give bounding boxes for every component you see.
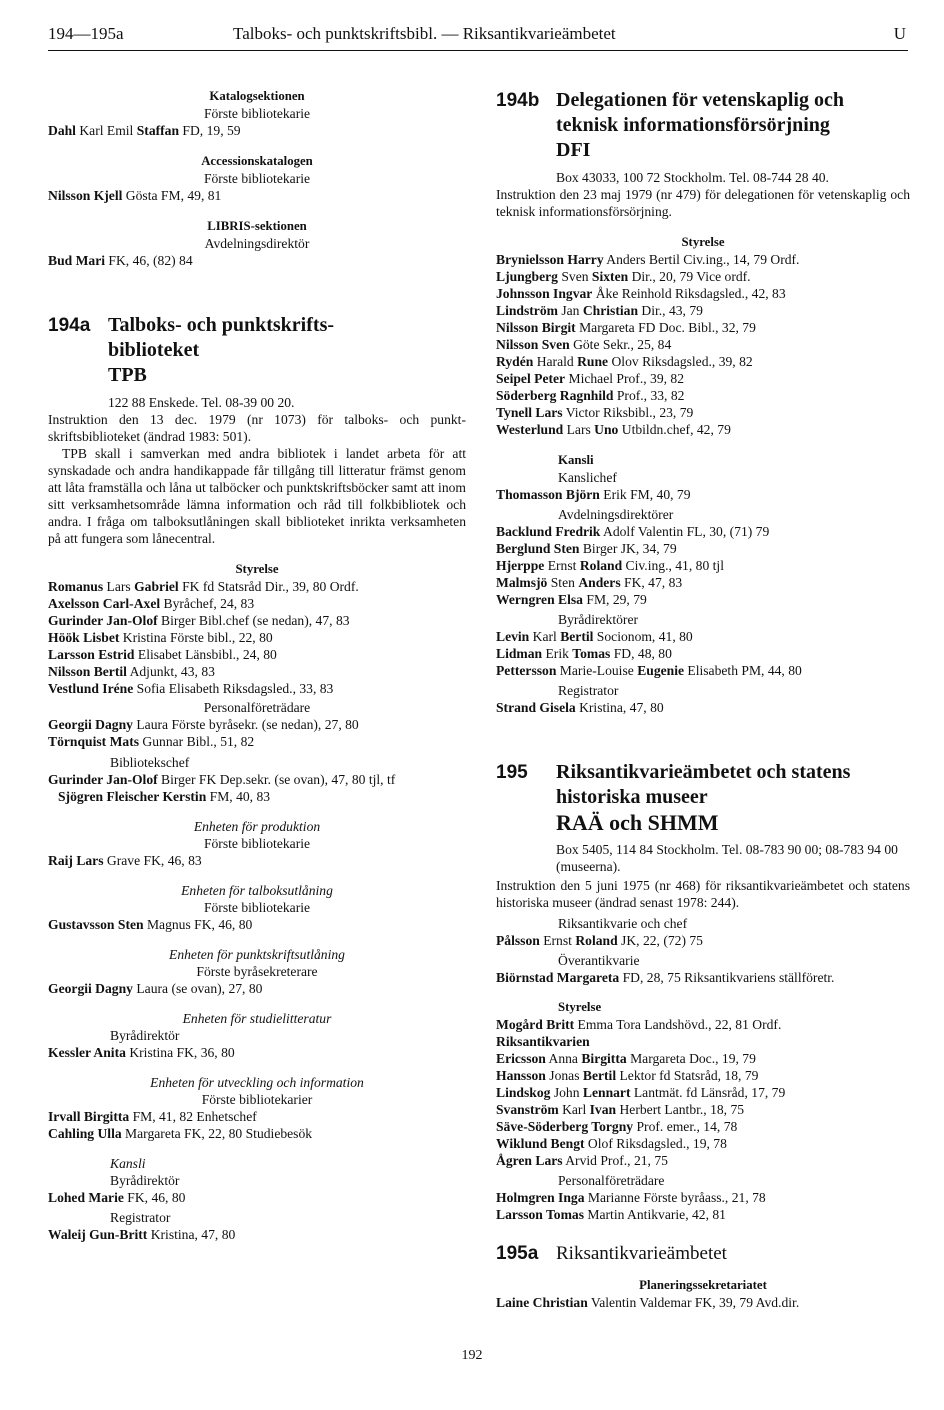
address: Box 5405, 114 84 Stockholm. Tel. 08-783 90 00; 08-783 94 00 (museerna).	[556, 842, 898, 874]
entry: Laine Christian Valentin Valdemar FK, 39, 79 Avd.dir.	[496, 1295, 800, 1310]
entry: Waleij Gun-Britt Kristina, 47, 80	[48, 1227, 236, 1242]
entry: Törnquist Mats Gunnar Bibl., 51, 82	[48, 734, 255, 749]
prod-heading: Enheten för produktion	[193, 819, 321, 834]
entry: Ågren Lars Arvid Prof., 21, 75	[496, 1153, 668, 1168]
kansli-role-1: Byrådirektör	[110, 1173, 180, 1188]
section-number: 194a	[48, 315, 91, 336]
personal-role: Personalföreträdare	[558, 1173, 665, 1188]
section-title-1: Delegationen för vetenskaplig och	[556, 89, 844, 111]
entry: Ljungberg Sven Sixten Dir., 20, 79 Vice ordf.	[496, 269, 751, 284]
entry: Mogård Britt Emma Tora Landshövd., 22, 81 Ordf.	[496, 1017, 782, 1032]
studie-role: Byrådirektör	[110, 1028, 180, 1043]
kansli-heading: Kansli	[558, 453, 594, 467]
address: Box 43033, 100 72 Stockholm. Tel. 08-744 28 40.	[556, 170, 829, 185]
punkt-heading: Enheten för punktskriftsutlåning	[169, 947, 345, 962]
katalog-heading: Katalogsektionen	[209, 89, 305, 103]
entry: Thomasson Björn Erik FM, 40, 79	[496, 487, 691, 502]
entry: Romanus Lars Gabriel FK fd Statsråd Dir., 39, 80 Ordf.	[48, 579, 359, 594]
header-letter: U	[893, 24, 906, 43]
entry: Georgii Dagny Laura Förste byråsekr. (se nedan), 27, 80	[48, 717, 359, 732]
chef-role: Riksantikvarie och chef	[558, 916, 688, 931]
entry: Westerlund Lars Uno Utbildn.chef, 42, 79	[496, 422, 731, 437]
entry: Georgii Dagny Laura (se ovan), 27, 80	[48, 981, 263, 996]
kansli-role-2: Registrator	[110, 1210, 171, 1225]
section-195a	[496, 1241, 910, 1267]
right-column	[496, 88, 910, 1311]
entry: Irvall Birgitta FM, 41, 82 Enhetschef	[48, 1109, 257, 1124]
left-column	[48, 88, 466, 1243]
entry: Hansson Jonas Bertil Lektor fd Statsråd, 18, 79	[496, 1068, 759, 1083]
styrelse2-heading: Styrelse	[558, 1000, 602, 1014]
section-title-1: Talboks- och punktskrifts-	[108, 314, 335, 336]
entry: Tynell Lars Victor Riksbibl., 23, 79	[496, 405, 694, 420]
entry: Pålsson Ernst Roland JK, 22, (72) 75	[496, 933, 703, 948]
section-194b	[496, 88, 910, 163]
entry: Axelsson Carl-Axel Byråchef, 24, 83	[48, 596, 255, 611]
entry: Malmsjö Sten Anders FK, 47, 83	[496, 575, 683, 590]
entry: Seipel Peter Michael Prof., 39, 82	[496, 371, 685, 386]
access-role: Förste bibliotekarie	[203, 171, 311, 186]
header-rule	[48, 50, 908, 51]
entry: Werngren Elsa FM, 29, 79	[496, 592, 647, 607]
entry: Larsson Estrid Elisabet Länsbibl., 24, 80	[48, 647, 277, 662]
header-title: Talboks- och punktskriftsbibl. — Riksantikvarieämbetet	[233, 24, 616, 43]
prod-role: Förste bibliotekarie	[203, 836, 311, 851]
entry: Brynielsson Harry Anders Bertil Civ.ing., 14, 79 Ordf.	[496, 252, 800, 267]
section-title-1: Riksantikvarieämbetet och statens	[556, 761, 851, 783]
section-number: 195	[496, 762, 528, 783]
kansli-role-1: Kanslichef	[558, 470, 617, 485]
entry: Ericsson Anna Birgitta Margareta Doc., 19, 79	[496, 1051, 756, 1066]
entry: Wiklund Bengt Olof Riksdagsled., 19, 78	[496, 1136, 727, 1151]
entry: Raij Lars Grave FK, 46, 83	[48, 853, 202, 868]
entry: Nilsson Birgit Margareta FD Doc. Bibl., 32, 79	[496, 320, 756, 335]
overantikvarie-role: Överantikvarie	[558, 953, 640, 968]
entry: Gurinder Jan-Olof Birger FK Dep.sekr. (se ovan), 47, 80 tjl, tf	[48, 772, 396, 787]
kansli-role-2: Avdelningsdirektörer	[558, 507, 674, 522]
entry: Levin Karl Bertil Socionom, 41, 80	[496, 629, 693, 644]
entry: Cahling Ulla Margareta FK, 22, 80 Studiebesök	[48, 1126, 313, 1141]
description: TPB skall i samverkan med andra bibliotek i landet arbeta för att synskadade och andra handikappade får tillgång till litteratur främst genom att låta framställa och låna ut talböcker och punktskriftsböcker samt att inom sitt verksamhetsområde lämna information och råd till folkbibliotek och andra. I fråga om talboksutlåningen skall biblioteket inrikta verksamheten på att fungera som lånecentral.	[48, 446, 466, 546]
section-abbrev: RAÄ och SHMM	[556, 810, 719, 835]
entry: Lindström Jan Christian Dir., 43, 79	[496, 303, 703, 318]
entry: Vestlund Iréne Sofia Elisabeth Riksdagsled., 33, 83	[48, 681, 334, 696]
section-number: 195a	[496, 1243, 539, 1264]
entry: Nilsson Kjell Gösta FM, 49, 81	[48, 188, 222, 203]
entry: Dahl Karl Emil Staffan FD, 19, 59	[48, 123, 241, 138]
header-pages: 194—195a	[48, 24, 124, 43]
instruction: Instruktion den 23 maj 1979 (nr 479) för delegationen för vetenskaplig och teknisk informationsförsörjning.	[496, 187, 910, 219]
styrelse-heading: Styrelse	[235, 562, 279, 576]
entry: Höök Lisbet Kristina Förste bibl., 22, 80	[48, 630, 273, 645]
entry: Bud Mari FK, 46, (82) 84	[48, 253, 193, 268]
section-abbrev: DFI	[556, 139, 591, 161]
entry: Berglund Sten Birger JK, 34, 79	[496, 541, 677, 556]
entry: Kessler Anita Kristina FK, 36, 80	[48, 1045, 235, 1060]
entry: Johnsson Ingvar Åke Reinhold Riksdagsled., 42, 83	[496, 286, 786, 301]
address: 122 88 Enskede. Tel. 08-39 00 20.	[108, 395, 295, 410]
utv-role: Förste bibliotekarier	[201, 1092, 313, 1107]
kansli-role-3: Byrådirektörer	[558, 612, 639, 627]
entry: Söderberg Ragnhild Prof., 33, 82	[496, 388, 685, 403]
utv-heading: Enheten för utveckling och information	[150, 1075, 364, 1090]
entry: Hjerppe Ernst Roland Civ.ing., 41, 80 tjl	[496, 558, 724, 573]
punkt-role: Förste byråsekreterare	[196, 964, 318, 979]
entry: Nilsson Sven Göte Sekr., 25, 84	[496, 337, 672, 352]
talbok-heading: Enheten för talboksutlåning	[181, 883, 333, 898]
katalog-role: Förste bibliotekarie	[203, 106, 311, 121]
section-abbrev: TPB	[108, 364, 147, 386]
entry: Holmgren Inga Marianne Förste byråass., 21, 78	[496, 1190, 766, 1205]
page-number: 192	[461, 1348, 483, 1363]
studie-heading: Enheten för studielitteratur	[182, 1011, 332, 1026]
section-title-2: teknisk informationsförsörjning	[556, 114, 830, 136]
entry: Strand Gisela Kristina, 47, 80	[496, 700, 664, 715]
bibchef-role: Bibliotekschef	[110, 755, 190, 770]
running-header	[48, 24, 906, 46]
entry: Nilsson Bertil Adjunkt, 43, 83	[48, 664, 215, 679]
entry: Biörnstad Margareta FD, 28, 75 Riksantikvariens ställföretr.	[496, 970, 835, 985]
entry: Rydén Harald Rune Olov Riksdagsled., 39, 82	[496, 354, 753, 369]
entry: Larsson Tomas Martin Antikvarie, 42, 81	[496, 1207, 726, 1222]
libris-heading: LIBRIS-sektionen	[207, 219, 307, 233]
instruction: Instruktion den 5 juni 1975 (nr 468) för riksantikvarieämbetet och statens historiska museer (ändrad senast 1978: 244).	[496, 878, 910, 910]
section-title-2: historiska museer	[556, 786, 708, 808]
entry: Svanström Karl Ivan Herbert Lantbr., 18, 75	[496, 1102, 745, 1117]
styrelse-heading: Styrelse	[681, 235, 725, 249]
section-title: Riksantikvarieämbetet	[556, 1243, 727, 1264]
access-heading: Accessionskatalogen	[201, 154, 313, 168]
entry: Sjögren Fleischer Kerstin FM, 40, 83	[58, 789, 271, 804]
kansli-heading: Kansli	[110, 1156, 146, 1171]
personal-role: Personalföreträdare	[203, 700, 311, 715]
entry: Lohed Marie FK, 46, 80	[48, 1190, 186, 1205]
entry: Säve-Söderberg Torgny Prof. emer., 14, 78	[496, 1119, 738, 1134]
instruction: Instruktion den 13 dec. 1979 (nr 1073) för talboks- och punktskriftsbiblioteket (ändrad 1983: 501).	[48, 412, 466, 444]
section-194a	[48, 313, 466, 388]
entry: Lindskog John Lennart Lantmät. fd Länsråd, 17, 79	[496, 1085, 786, 1100]
section-title-2: biblioteket	[108, 339, 200, 361]
section-195	[496, 760, 910, 837]
entry: Pettersson Marie-Louise Eugenie Elisabeth PM, 44, 80	[496, 663, 802, 678]
entry: Backlund Fredrik Adolf Valentin FL, 30, (71) 79	[496, 524, 770, 539]
planering-heading: Planeringssekretariatet	[639, 1278, 767, 1292]
section-number: 194b	[496, 90, 540, 111]
entry: Gurinder Jan-Olof Birger Bibl.chef (se nedan), 47, 83	[48, 613, 350, 628]
entry: Lidman Erik Tomas FD, 48, 80	[496, 646, 672, 661]
talbok-role: Förste bibliotekarie	[203, 900, 311, 915]
entry: Riksantikvarien	[496, 1034, 590, 1049]
entry: Gustavsson Sten Magnus FK, 46, 80	[48, 917, 253, 932]
kansli-role-4: Registrator	[558, 683, 619, 698]
libris-role: Avdelningsdirektör	[204, 236, 310, 251]
